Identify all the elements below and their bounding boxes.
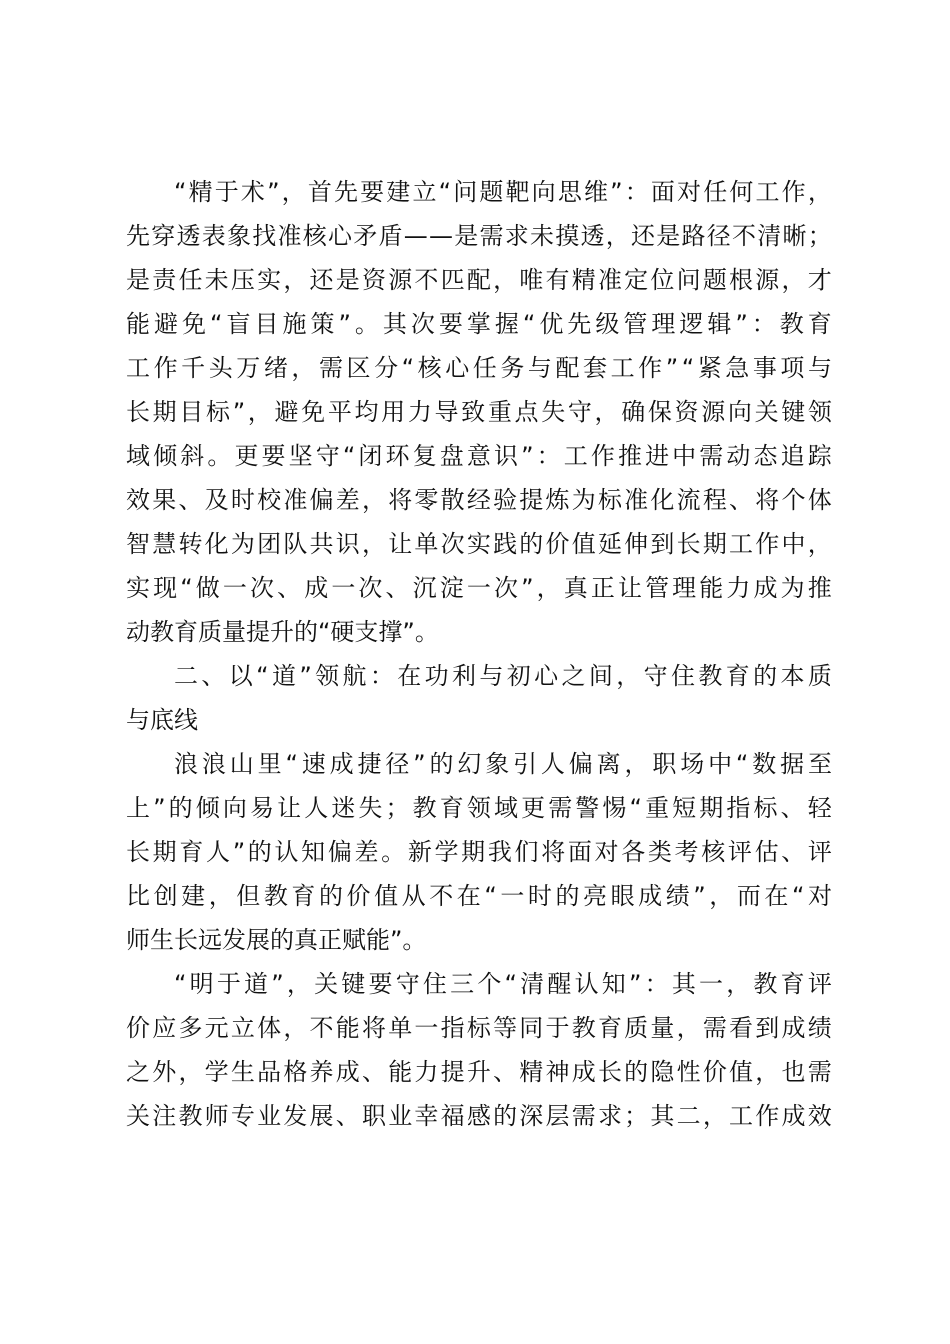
text-line: 实 现 “ 做 一 次 、 成 一 次 、 沉 淀 一 次 ” ， 真 正 让 管 理 能 力 成 为 推 (126, 574, 832, 602)
text-line: “ 精 于 术 ” ， 首 先 要 建 立 “ 问 题 靶 向 思 维 ” ： 面 对 任 何 工 作 ， (174, 178, 832, 206)
text-line: 之 外 ， 学 生 品 格 养 成 、 能 力 提 升 、 精 神 成 长 的 隐 性 价 值 ， 也 需 (126, 1058, 832, 1086)
text-line: “ 明 于 道 ” ， 关 键 要 守 住 三 个 “ 清 醒 认 知 ” ： 其 一 ， 教 育 评 (174, 970, 832, 998)
text-line: 工 作 千 头 万 绪 ， 需 区 分 “ 核 心 任 务 与 配 套 工 作 ” “ 紧 急 事 项 与 (126, 354, 832, 382)
text-line: 师生长远发展的真正赋能”。 (126, 926, 427, 954)
text-line: 上 ” 的 倾 向 易 让 人 迷 失 ； 教 育 领 域 更 需 警 惕 “ 重 短 期 指 标 、 轻 (126, 794, 832, 822)
text-line: 能 避 免 “ 盲 目 施 策 ” 。 其 次 要 掌 握 “ 优 先 级 管 理 逻 辑 ” ： 教 育 (126, 310, 832, 338)
text-line: 二 、 以 “ 道 ” 领 航 ： 在 功 利 与 初 心 之 间 ， 守 住 教 育 的 本 质 (174, 662, 832, 690)
text-line: 长 期 目 标 ” ， 避 免 平 均 用 力 导 致 重 点 失 守 ， 确 保 资 源 向 关 键 领 (126, 398, 832, 426)
text-line: 域 倾 斜 。 更 要 坚 守 “ 闭 环 复 盘 意 识 ” ： 工 作 推 进 中 需 动 态 追 踪 (126, 442, 832, 470)
text-line: 效 果 、 及 时 校 准 偏 差 ， 将 零 散 经 验 提 炼 为 标 准 化 流 程 、 将 个 体 (126, 486, 832, 514)
text-line: 是 责 任 未 压 实 ， 还 是 资 源 不 匹 配 ， 唯 有 精 准 定 位 问 题 根 源 ， 才 (126, 266, 832, 294)
text-line: 比 创 建 ， 但 教 育 的 价 值 从 不 在 “ 一 时 的 亮 眼 成 绩 ” ， 而 在 “ 对 (126, 882, 832, 910)
text-line: 关 注 教 师 专 业 发 展 、 职 业 幸 福 感 的 深 层 需 求 ； 其 二 ， 工 作 成 效 (126, 1102, 832, 1130)
text-line: 先 穿 透 表 象 找 准 核 心 矛 盾 — — 是 需 求 未 摸 透 ， 还 是 路 径 不 清 晰 ； (126, 222, 832, 250)
text-line: 价 应 多 元 立 体 ， 不 能 将 单 一 指 标 等 同 于 教 育 质 量 ， 需 看 到 成 绩 (126, 1014, 832, 1042)
document-body (126, 170, 832, 1138)
text-line: 长 期 育 人 ” 的 认 知 偏 差 。 新 学 期 我 们 将 面 对 各 类 考 核 评 估 、 评 (126, 838, 832, 866)
text-line: 与底线 (126, 706, 198, 734)
text-line: 智 慧 转 化 为 团 队 共 识 ， 让 单 次 实 践 的 价 值 延 伸 到 长 期 工 作 中 ， (126, 530, 832, 558)
text-line: 动教育质量提升的“硬支撑”。 (126, 618, 439, 646)
text-line: 浪 浪 山 里 “ 速 成 捷 径 ” 的 幻 象 引 人 偏 离 ， 职 场 中 “ 数 据 至 (174, 750, 832, 778)
